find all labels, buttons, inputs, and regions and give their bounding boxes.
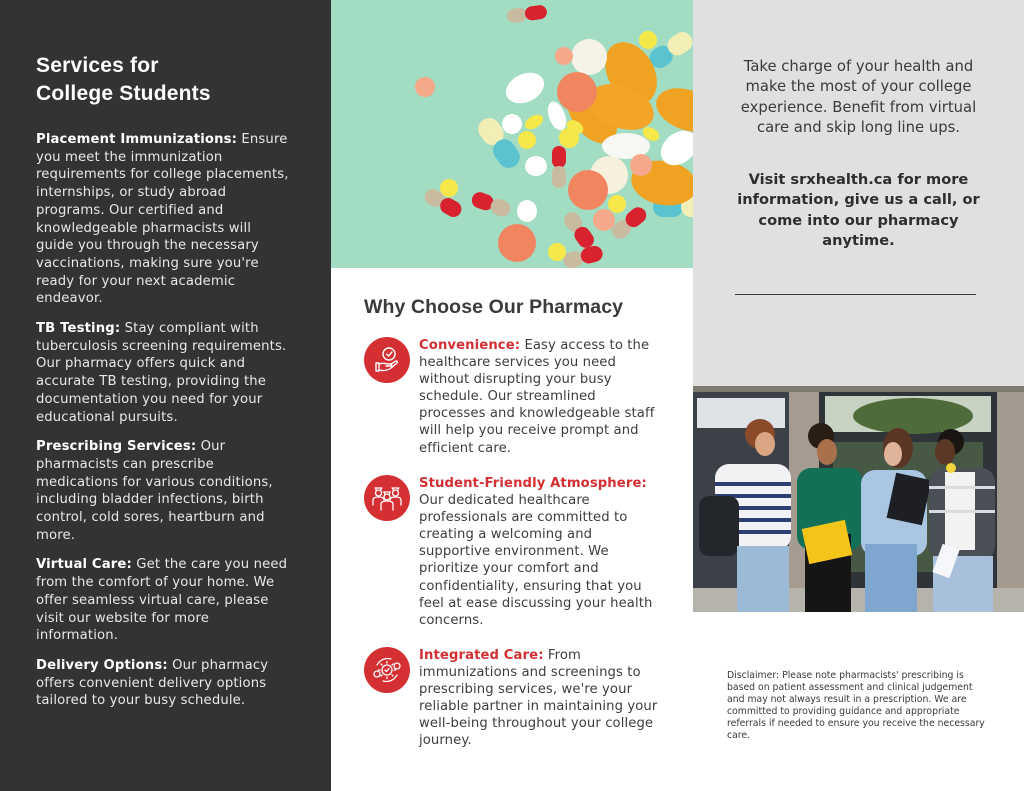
feature-description: Our dedicated healthcare professionals are committed to creating a welcoming and supportive environment. We prioritize your comfort and confidentiality, ensuring that you feel at ease discussing your health concerns.: [419, 493, 653, 628]
service-item-tb-testing: [36, 320, 291, 426]
divider: [735, 294, 976, 295]
service-text: Ensure you meet the immunization requirements for college placements, internships, or study abroad programs. Our certified and knowledgeable pharmacists will guide you through the necessary vaccinations, making sure you're ready for your next academic endeavor.: [36, 132, 289, 307]
feature-integrated-care: [364, 647, 674, 750]
feature-label: Convenience:: [419, 338, 521, 353]
feature-label: Integrated Care:: [419, 648, 544, 663]
service-text: Stay compliant with tuberculosis screening requirements. Our pharmacy offers quick and accurate TB testing, providing the documentation you need for your educational pursuits.: [36, 321, 287, 425]
feature-text: [419, 475, 659, 629]
healthcare-team-icon: [364, 475, 410, 521]
feature-student-friendly: [364, 475, 674, 629]
service-label: Delivery Options:: [36, 657, 168, 673]
students-illustration: [693, 386, 1024, 612]
service-item-virtual-care: [36, 556, 291, 645]
service-text: Get the care you need from the comfort of your home. We offer seamless virtual care, please visit our website for more information.: [36, 557, 288, 644]
services-title-line2: College Students: [36, 82, 211, 105]
cta-visit: Visit srxhealth.ca for more information, give us a call, or come into our pharmacy anytime.: [737, 171, 980, 249]
service-text: Our pharmacists can prescribe medications for various conditions, including bladder infections, birth control, cold sores, heartburn and more.: [36, 439, 273, 543]
services-title: [36, 52, 291, 108]
services-title-line1: Services for: [36, 54, 159, 77]
feature-text: [419, 337, 659, 457]
service-item-placement-immunizations: [36, 131, 291, 308]
service-item-delivery-options: [36, 657, 291, 710]
students-photo: [693, 386, 1024, 612]
service-label: Prescribing Services:: [36, 439, 197, 455]
service-label: Virtual Care:: [36, 557, 132, 573]
feature-label: Student-Friendly Atmosphere:: [419, 476, 647, 491]
service-label: TB Testing:: [36, 321, 121, 337]
gears-check-icon: [364, 647, 410, 693]
hand-check-icon: [364, 337, 410, 383]
feature-convenience: [364, 337, 674, 457]
pills-photo: [331, 0, 693, 268]
service-label: Placement Immunizations:: [36, 132, 238, 147]
disclaimer: Disclaimer: Please note pharmacists' prescribing is based on patient assessment and clinical judgement and may not always result in a prescription. We are committed to providing guidance and appropriate referrals if needed to ensure you receive the necessary care.: [727, 670, 985, 742]
feature-description: Easy access to the healthcare services you need without disrupting your busy schedule. Our streamlined processes and knowledgeable staff will help you receive prompt and efficient care.: [419, 338, 655, 456]
feature-text: [419, 647, 659, 750]
service-text: Our pharmacy offers convenient delivery options tailored to your busy schedule.: [36, 657, 269, 709]
services-panel: [0, 0, 331, 791]
why-choose-title: Why Choose Our Pharmacy: [364, 296, 624, 318]
feature-description: From immunizations and screenings to prescribing services, we're your reliable partner in maintaining your well-being throughout your college journey.: [419, 648, 658, 749]
pills-illustration: [331, 0, 693, 268]
cta-intro: Take charge of your health and make the most of your college experience. Benefit from virtual care and skip long line ups.: [740, 58, 977, 136]
service-item-prescribing-services: [36, 438, 291, 544]
